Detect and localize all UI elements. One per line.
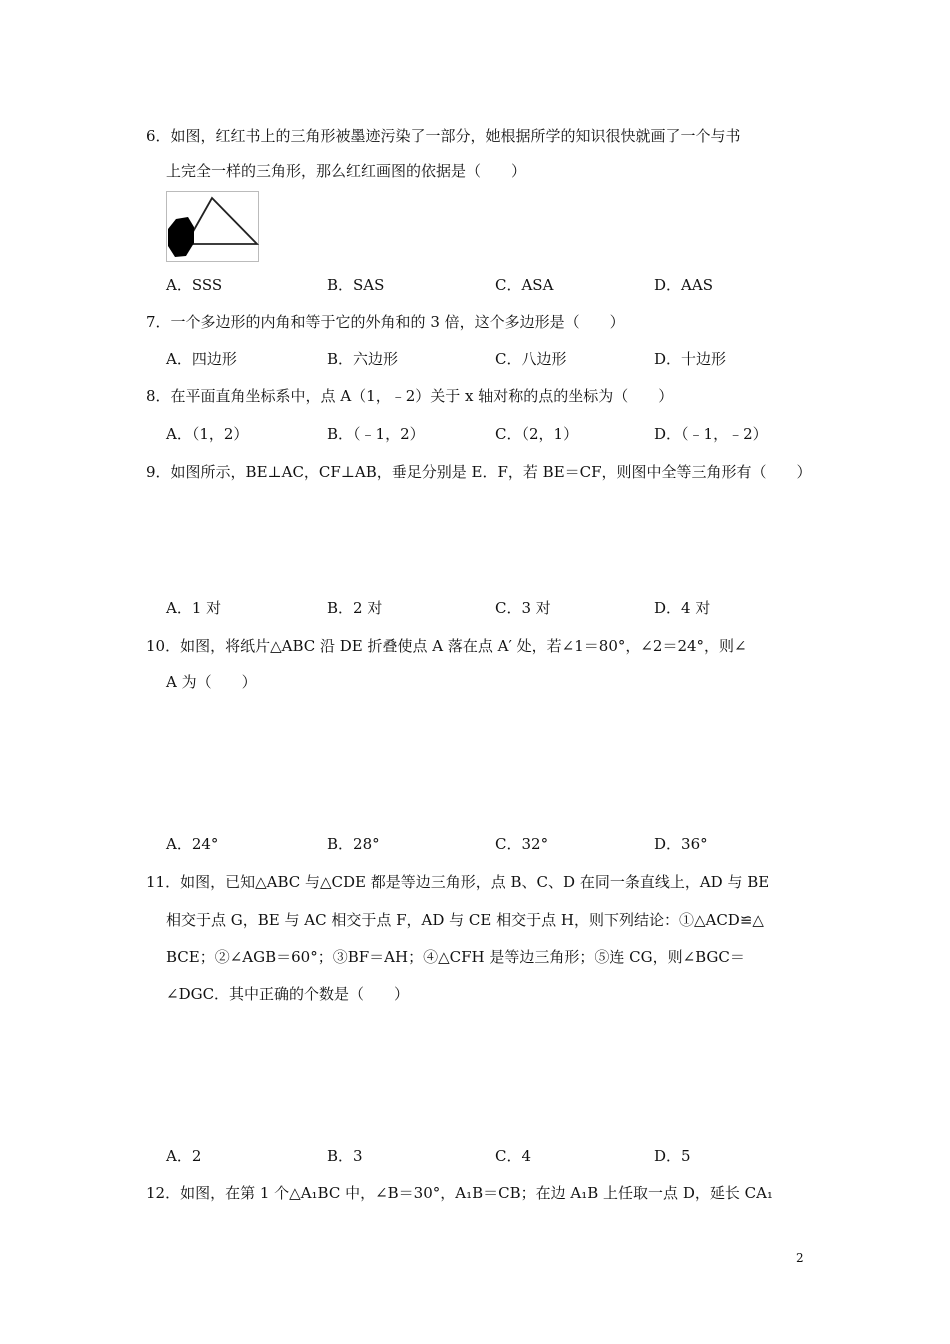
q9-option-b: B．2 对 bbox=[327, 599, 383, 617]
q6-stained-triangle-figure bbox=[166, 191, 259, 262]
q11-option-b: B．3 bbox=[327, 1147, 363, 1165]
q6-option-d: D．AAS bbox=[654, 276, 713, 294]
q11-option-d: D．5 bbox=[654, 1147, 691, 1165]
q11-line-4: ∠DGC．其中正确的个数是（ ） bbox=[166, 985, 410, 1003]
q12-line-1: 12．如图，在第 1 个△A₁BC 中，∠B＝30°，A₁B＝CB；在边 A₁B 上任取一点 D，延长 CA₁ bbox=[146, 1184, 773, 1202]
q9-option-a: A．1 对 bbox=[166, 599, 222, 617]
q6-option-c: C．ASA bbox=[495, 276, 554, 294]
q6-option-b: B．SAS bbox=[327, 276, 385, 294]
q10-option-c: C．32° bbox=[495, 835, 549, 853]
q8-option-c: C．（2，1） bbox=[495, 425, 579, 443]
q10-option-a: A．24° bbox=[166, 835, 219, 853]
q6-line-2: 上完全一样的三角形，那么红红画图的依据是（ ） bbox=[166, 162, 527, 180]
q11-option-c: C．4 bbox=[495, 1147, 532, 1165]
q7-line-1: 7．一个多边形的内角和等于它的外角和的 3 倍，这个多边形是（ ） bbox=[146, 313, 625, 331]
q7-option-d: D．十边形 bbox=[654, 350, 727, 368]
q8-option-a: A．（1，2） bbox=[166, 425, 249, 443]
q8-option-b: B．（﹣1，2） bbox=[327, 425, 425, 443]
q7-option-c: C．八边形 bbox=[495, 350, 567, 368]
q7-option-a: A．四边形 bbox=[166, 350, 237, 368]
q10-option-b: B．28° bbox=[327, 835, 380, 853]
q10-line-1: 10．如图，将纸片△ABC 沿 DE 折叠使点 A 落在点 A′ 处，若∠1＝80°，∠2＝24°，则∠ bbox=[146, 637, 747, 655]
q11-line-1: 11．如图，已知△ABC 与△CDE 都是等边三角形，点 B、C、D 在同一条直线上，AD 与 BE bbox=[146, 873, 770, 891]
q11-option-a: A．2 bbox=[166, 1147, 202, 1165]
q7-option-b: B．六边形 bbox=[327, 350, 399, 368]
q8-option-d: D．（﹣1，﹣2） bbox=[654, 425, 768, 443]
q11-line-2: 相交于点 G，BE 与 AC 相交于点 F，AD 与 CE 相交于点 H，则下列结论：①△ACD≌△ bbox=[166, 911, 764, 929]
q9-option-d: D．4 对 bbox=[654, 599, 711, 617]
q6-option-a: A．SSS bbox=[166, 276, 223, 294]
q10-option-d: D．36° bbox=[654, 835, 708, 853]
q9-line-1: 9．如图所示，BE⊥AC，CF⊥AB，垂足分别是 E．F，若 BE＝CF，则图中全等三角形有（ ） bbox=[146, 463, 812, 481]
q8-line-1: 8．在平面直角坐标系中，点 A（1，﹣2）关于 x 轴对称的点的坐标为（ ） bbox=[146, 387, 674, 405]
q6-line-1: 6．如图，红红书上的三角形被墨迹污染了一部分，她根据所学的知识很快就画了一个与书 bbox=[146, 127, 741, 145]
q11-line-3: BCE；②∠AGB＝60°；③BF＝AH；④△CFH 是等边三角形；⑤连 CG，则∠BGC＝ bbox=[166, 948, 745, 966]
q9-option-c: C．3 对 bbox=[495, 599, 551, 617]
page-number: 2 bbox=[796, 1251, 804, 1265]
q10-line-2: A 为（ ） bbox=[166, 673, 257, 691]
